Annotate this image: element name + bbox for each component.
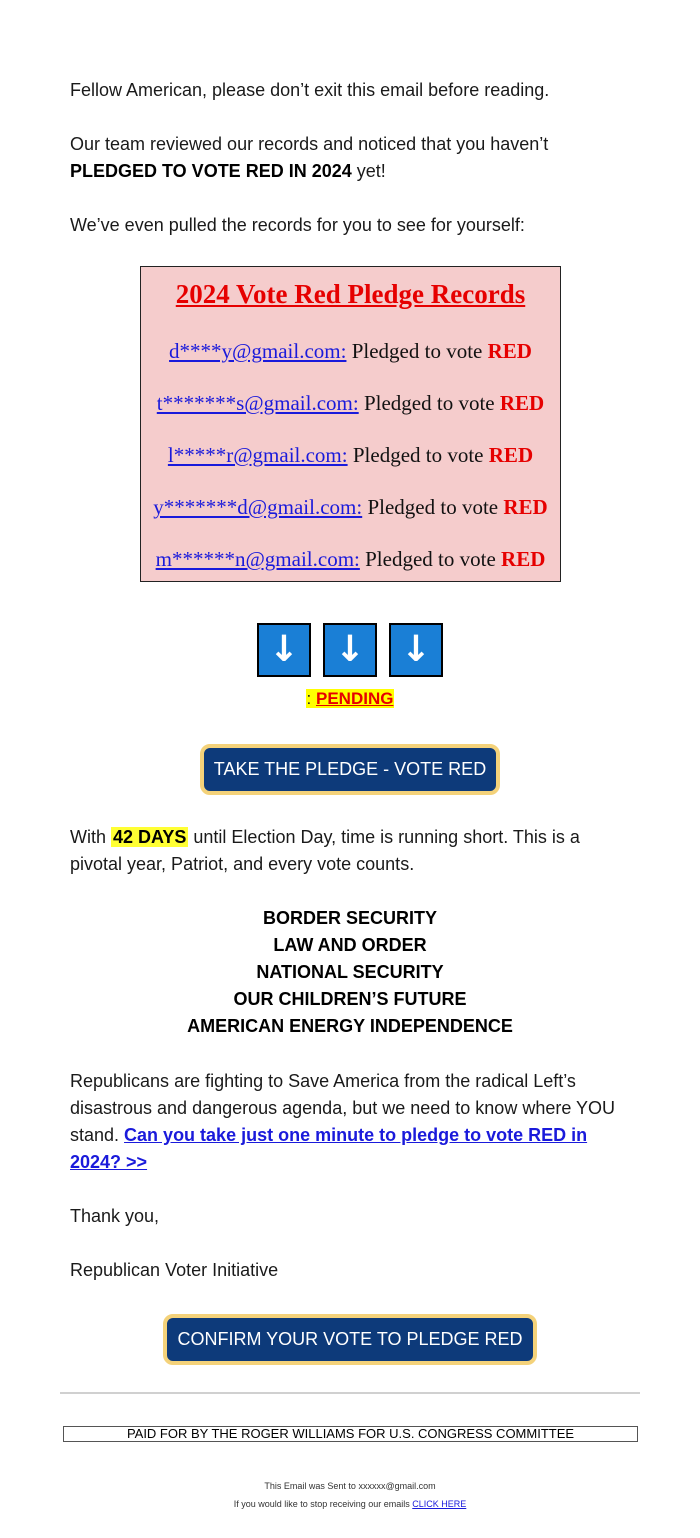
record-status: Pledged to vote	[346, 339, 488, 363]
signature-line	[70, 1257, 630, 1284]
issue-item: LAW AND ORDER	[273, 935, 427, 955]
closing-text: Republicans are fighting to Save America from the radical Left’s disastrous and dangerous agenda, but we need to know where YOU stand.	[70, 1071, 616, 1145]
pending-prefix: :	[306, 689, 316, 708]
take-pledge-button[interactable]: TAKE THE PLEDGE - VOTE RED	[200, 744, 500, 795]
record-email-link[interactable]: l*****r@gmail.com:	[167, 443, 348, 467]
footer-divider	[60, 1392, 640, 1394]
record-row	[141, 391, 560, 416]
record-email-link[interactable]: t*******s@gmail.com:	[156, 391, 359, 415]
intro-text: Fellow American, please don’t exit this email before reading.	[70, 80, 550, 100]
record-row	[141, 547, 560, 572]
paid-for-disclaimer: PAID FOR BY THE ROGER WILLIAMS FOR U.S. CONGRESS COMMITTEE	[63, 1426, 638, 1442]
pledge-records-box	[140, 266, 561, 582]
record-status: Pledged to vote	[359, 547, 502, 571]
down-arrow-icon: ↓	[389, 623, 443, 677]
arrow-row	[257, 623, 447, 678]
records-notice	[70, 131, 630, 185]
record-status: Pledged to vote	[347, 443, 489, 467]
pending-highlight	[306, 689, 395, 708]
issue-item: OUR CHILDREN’S FUTURE	[233, 989, 467, 1009]
record-status-red: RED	[488, 443, 534, 467]
records-title: 2024 Vote Red Pledge Records	[175, 279, 526, 309]
thanks-text: Thank you,	[70, 1206, 160, 1226]
confirm-pledge-button[interactable]: CONFIRM YOUR VOTE TO PLEDGE RED	[163, 1314, 536, 1365]
record-status-red: RED	[487, 339, 532, 363]
down-arrow-icon: ↓	[323, 623, 377, 677]
unsubscribe-link[interactable]: CLICK HERE	[412, 1499, 467, 1509]
pledge-link[interactable]: Can you take just one minute to pledge to vote RED in 2024? >>	[70, 1125, 588, 1172]
pledge-emphasis: PLEDGED TO VOTE RED IN 2024	[70, 161, 352, 181]
records-intro-text: We’ve even pulled the records for you to see for yourself:	[70, 215, 525, 235]
issues-list	[0, 905, 700, 1040]
record-status-red: RED	[501, 547, 546, 571]
record-row	[141, 443, 560, 468]
record-status-red: RED	[503, 495, 548, 519]
take-pledge-container	[0, 744, 700, 795]
records-intro	[70, 212, 630, 239]
record-email-link[interactable]: y*******d@gmail.com:	[153, 495, 363, 519]
unsubscribe-line	[0, 1499, 700, 1509]
record-email-link[interactable]: d****y@gmail.com:	[169, 339, 347, 363]
thanks-line	[70, 1203, 630, 1230]
days-remaining-badge: 42 DAYS	[113, 827, 187, 847]
record-row	[141, 339, 560, 364]
countdown-pre: With	[70, 827, 112, 847]
notice-suffix: yet!	[351, 161, 386, 181]
record-row	[141, 495, 560, 520]
intro-line	[70, 77, 630, 104]
record-status: Pledged to vote	[362, 495, 504, 519]
unsubscribe-text: If you would like to stop receiving our emails	[233, 1499, 413, 1509]
down-arrow-icon: ↓	[257, 623, 311, 677]
sent-to-notice: This Email was Sent to xxxxxx@gmail.com	[264, 1481, 436, 1491]
record-status: Pledged to vote	[358, 391, 500, 415]
issue-item: AMERICAN ENERGY INDEPENDENCE	[187, 1016, 513, 1036]
countdown-post: until Election Day, time is running short. This is a pivotal year, Patriot, and every vote counts.	[70, 827, 580, 874]
issue-item: BORDER SECURITY	[262, 908, 437, 928]
closing-paragraph	[70, 1068, 630, 1176]
election-countdown	[70, 824, 630, 878]
issue-item: NATIONAL SECURITY	[256, 962, 444, 982]
pending-word[interactable]: PENDING	[315, 689, 394, 708]
signature-text: Republican Voter Initiative	[70, 1260, 279, 1280]
record-email-link[interactable]: m******n@gmail.com:	[155, 547, 360, 571]
pending-status	[0, 689, 700, 709]
record-status-red: RED	[499, 391, 545, 415]
notice-text: Our team reviewed our records and noticed that you haven’t	[70, 134, 549, 154]
confirm-container	[0, 1314, 700, 1365]
